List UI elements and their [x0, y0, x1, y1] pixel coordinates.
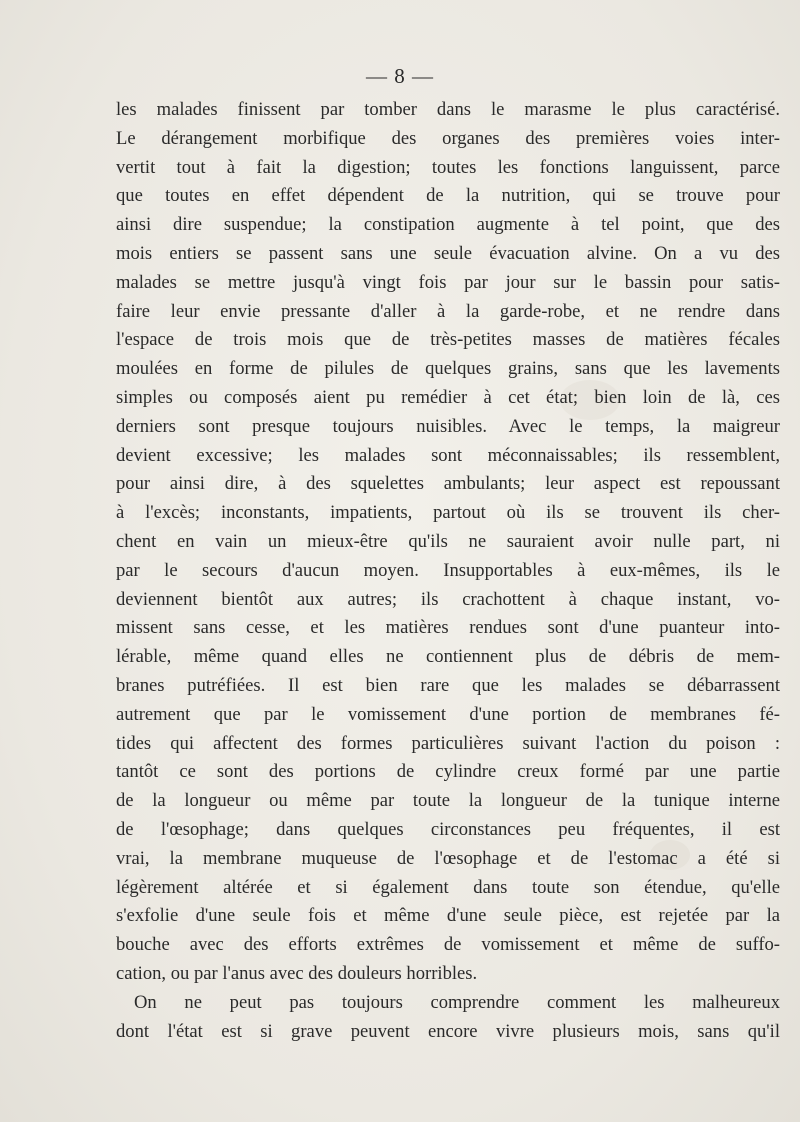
- text-line: moulées en forme de pilules de quelques grains, sans que les lavements: [116, 358, 780, 380]
- text-line: faire leur envie pressante d'aller à la garde-robe, et ne rendre dans: [116, 300, 780, 322]
- text-line: ainsi dire suspendue; la constipation augmente à tel point, que des: [116, 214, 780, 236]
- text-line: tides qui affectent des formes particulières suivant l'action du poison :: [116, 732, 780, 754]
- page-number: — 8 —: [366, 64, 434, 88]
- text-line: missent sans cesse, et les matières rendues sont d'une puanteur into-: [116, 617, 780, 639]
- text-line: deviennent bientôt aux autres; ils crachottent à chaque instant, vo-: [116, 588, 780, 610]
- text-line: On ne peut pas toujours comprendre comment les malheureux: [134, 991, 780, 1013]
- body-text: [116, 96, 780, 1046]
- text-line: devient excessive; les malades sont méconnaissables; ils ressemblent,: [116, 444, 780, 466]
- text-line: les malades finissent par tomber dans le marasme le plus caractérisé.: [116, 99, 780, 120]
- text-line: dont l'état est si grave peuvent encore vivre plusieurs mois, sans qu'il: [116, 1020, 780, 1042]
- text-line: autrement que par le vomissement d'une portion de membranes fé-: [116, 703, 780, 725]
- text-line: bouche avec des efforts extrêmes de vomissement et même de suffo-: [116, 934, 780, 956]
- text-line: que toutes en effet dépendent de la nutrition, qui se trouve pour: [116, 185, 780, 207]
- text-line: vertit tout à fait la digestion; toutes les fonctions languissent, parce: [116, 156, 780, 178]
- text-line: l'espace de trois mois que de très-petites masses de matières fécales: [116, 329, 780, 351]
- text-line: de la longueur ou même par toute la longueur de la tunique interne: [116, 790, 780, 812]
- text-line: légèrement altérée et si également dans toute son étendue, qu'elle: [116, 876, 780, 898]
- text-line: par le secours d'aucun moyen. Insupportables à eux-mêmes, ils le: [116, 559, 780, 581]
- text-line: à l'excès; inconstants, impatients, partout où ils se trouvent ils cher-: [116, 502, 780, 524]
- text-line: branes putréfiées. Il est bien rare que les malades se débarrassent: [116, 674, 780, 696]
- text-line: vrai, la membrane muqueuse de l'œsophage et de l'estomac a été si: [116, 847, 780, 869]
- text-line: cation, ou par l'anus avec des douleurs horribles.: [116, 962, 478, 984]
- text-line: tantôt ce sont des portions de cylindre creux formé par une partie: [116, 761, 780, 783]
- text-line: Le dérangement morbifique des organes des premières voies inter-: [116, 127, 780, 149]
- text-line: chent en vain un mieux-être qu'ils ne sauraient avoir nulle part, ni: [116, 530, 780, 552]
- text-line: simples ou composés aient pu remédier à cet état; bien loin de là, ces: [116, 386, 780, 408]
- text-line: derniers sont presque toujours nuisibles. Avec le temps, la maigreur: [116, 415, 780, 437]
- text-line: malades se mettre jusqu'à vingt fois par jour sur le bassin pour satis-: [116, 271, 780, 293]
- text-line: pour ainsi dire, à des squelettes ambulants; leur aspect est repoussant: [116, 473, 780, 495]
- text-line: s'exfolie d'une seule fois et même d'une seule pièce, est rejetée par la: [116, 905, 780, 927]
- text-line: de l'œsophage; dans quelques circonstances peu fréquentes, il est: [116, 818, 780, 840]
- text-line: lérable, même quand elles ne contiennent plus de débris de mem-: [116, 646, 780, 668]
- text-line: mois entiers se passent sans une seule évacuation alvine. On a vu des: [116, 242, 780, 264]
